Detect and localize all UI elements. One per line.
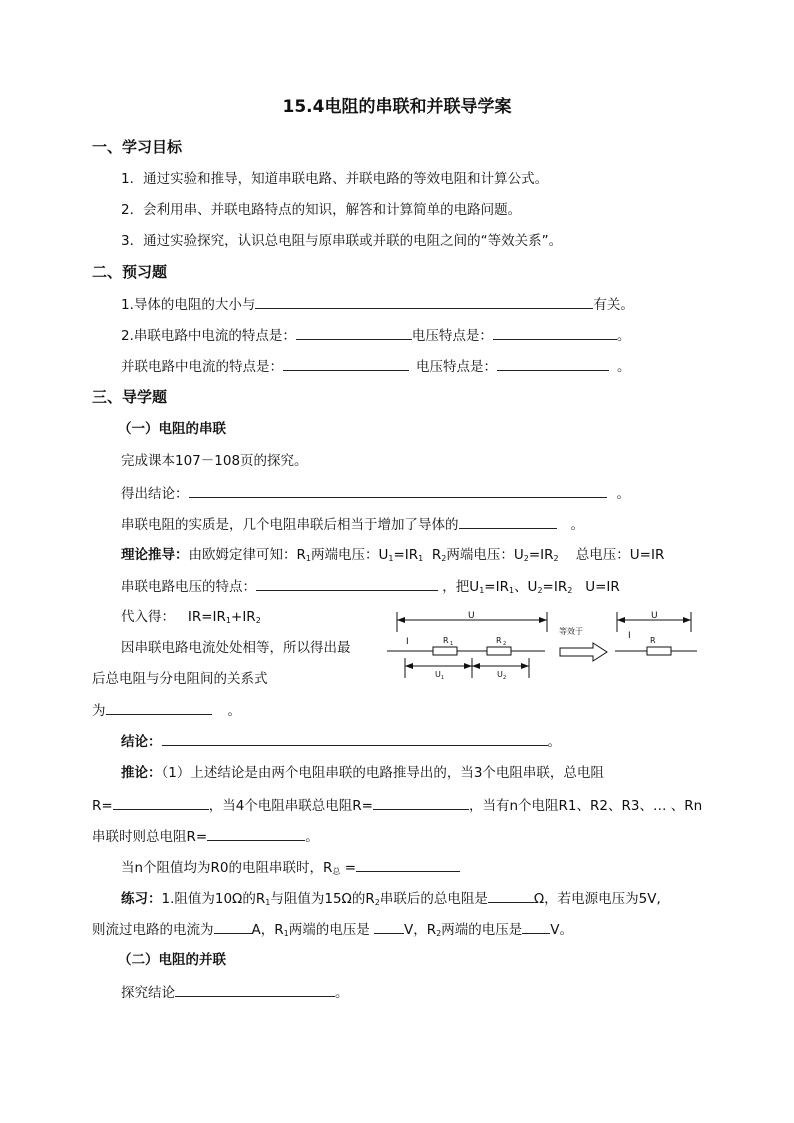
ex-d: Ω，若电源电压为5V, xyxy=(533,891,661,907)
q1-blank[interactable] xyxy=(255,295,593,309)
line-conclusion-1 xyxy=(121,484,630,503)
sub-1: 1 xyxy=(479,586,485,595)
relation-label: 为 xyxy=(92,703,106,719)
line-relation-blank xyxy=(92,701,241,720)
sub-2: 2 xyxy=(553,554,559,563)
derivation-g: 总电压：U=IR xyxy=(575,547,665,563)
sv-d: =IR xyxy=(542,579,568,595)
ex2-d: V，R xyxy=(404,922,437,938)
u1-arrow-left xyxy=(405,663,413,669)
label-u: U xyxy=(468,611,475,621)
goal-1: 1．通过实验和推导，知道串联电路、并联电路的等效电阻和计算公式。 xyxy=(121,171,549,187)
parallel-conclusion-blank[interactable] xyxy=(175,983,335,997)
ex2-b: A，R xyxy=(251,922,284,938)
derivation-label: 理论推导： xyxy=(121,547,189,563)
resistor-r1 xyxy=(433,647,457,655)
sub-1: 1 xyxy=(305,554,311,563)
conclusion2-label: 结论： xyxy=(121,734,162,750)
conclusion-blank-1[interactable] xyxy=(189,484,607,498)
conclusion-end: 。 xyxy=(616,486,630,502)
relation-blank[interactable] xyxy=(106,701,212,715)
q2-blank-voltage[interactable] xyxy=(493,326,617,340)
q2-blank-current[interactable] xyxy=(296,326,412,340)
subsection-series: （一）电阻的串联 xyxy=(118,421,226,437)
label-u1-sub: 1 xyxy=(441,675,445,681)
n-series-blank[interactable] xyxy=(207,827,305,841)
label-u2-sub: 2 xyxy=(503,675,507,681)
inf-c: ，当有n个电阻R1、R2、R3、… 、Rn xyxy=(468,798,703,814)
section-heading-preview: 二、预习题 xyxy=(92,263,168,281)
essence-text: 串联电阻的实质是，几个电阻串联后相当于增加了导体的 xyxy=(121,517,459,533)
q3-text-b: 电压特点是： xyxy=(416,359,497,375)
label-ueq: U xyxy=(651,611,658,621)
essence-end: 。 xyxy=(570,517,584,533)
inf-b: ，当4个电阻串联总电阻R= xyxy=(208,798,373,814)
relation-end: 。 xyxy=(227,703,241,719)
line-essence xyxy=(121,515,584,534)
ex2-c: 两端的电压是 xyxy=(288,922,370,938)
inference-label: 推论： xyxy=(121,765,162,781)
line-exercise-2 xyxy=(92,920,573,939)
label-r1-sub: 1 xyxy=(450,641,454,647)
label-equivalent: 等效于 xyxy=(559,627,583,636)
sub-1: 1 xyxy=(225,616,232,625)
line-inference-blanks xyxy=(92,796,702,815)
line-equal-resistors xyxy=(121,858,460,877)
line-exercise-1 xyxy=(121,889,661,908)
conclusion2-end: 。 xyxy=(547,734,561,750)
n-series-end: 。 xyxy=(305,829,319,845)
line-current-equal: 因串联电路电流处处相等，所以得出最 xyxy=(121,640,351,656)
preview-q2 xyxy=(121,326,630,345)
preview-q3 xyxy=(121,357,631,376)
preview-q1 xyxy=(121,295,634,314)
line-relation: 后总电阻与分电阻间的关系式 xyxy=(92,671,268,687)
sv-c: 、U xyxy=(514,579,538,595)
goal-2: 2．会利用串、并联电路特点的知识，解答和计算简单的电路问题。 xyxy=(121,202,522,218)
sub-2: 2 xyxy=(523,554,529,563)
ex-b: 与阻值为15Ω的R xyxy=(270,891,375,907)
substitute-a: IR=IR xyxy=(187,609,226,625)
inference-text: （1）上述结论是由两个电阻串联的电路推导出的，当3个电阻串联，总电阻 xyxy=(161,765,604,781)
voltage-r2-blank[interactable] xyxy=(522,920,550,934)
parallel-conclusion-end: 。 xyxy=(335,985,349,1001)
label-r1: R xyxy=(443,636,449,645)
derivation-f: =IR xyxy=(528,547,554,563)
voltage-r1-blank[interactable] xyxy=(374,920,404,934)
sub-2: 2 xyxy=(436,929,442,938)
u-arrow-left xyxy=(397,617,405,623)
equal-resistors-blank[interactable] xyxy=(356,858,460,872)
conclusion-label: 得出结论： xyxy=(121,486,189,502)
derivation-e: 两端电压：U xyxy=(446,547,524,563)
equivalent-arrow-icon xyxy=(560,643,607,661)
line-n-series xyxy=(92,827,319,846)
three-resistor-blank[interactable] xyxy=(113,796,209,810)
u-arrow-right xyxy=(539,617,547,623)
ueq-arrow-left xyxy=(617,617,625,623)
line-inference xyxy=(121,764,604,782)
line-derivation xyxy=(121,546,664,564)
sub-1: 1 xyxy=(265,898,271,907)
u2-arrow-left xyxy=(472,663,480,669)
total-resistance-blank[interactable] xyxy=(488,889,534,903)
q3-text-a: 并联电路中电流的特点是： xyxy=(121,359,283,375)
label-u1: U xyxy=(435,670,441,679)
label-i: I xyxy=(406,637,409,647)
q3-end: 。 xyxy=(617,359,631,375)
sv-e: U=IR xyxy=(585,579,620,595)
q2-text-b: 电压特点是： xyxy=(411,328,493,344)
resistor-r xyxy=(647,647,671,655)
derivation-d: R xyxy=(431,547,442,563)
series-voltage-blank[interactable] xyxy=(256,577,438,591)
label-r: R xyxy=(650,636,656,645)
page-title: 15.4电阻的串联和并联导学案 xyxy=(282,97,512,117)
sub-1: 1 xyxy=(418,554,424,563)
substitute-label: 代入得： xyxy=(121,609,175,625)
resistor-r2 xyxy=(487,647,511,655)
conclusion-blank-2[interactable] xyxy=(162,732,548,746)
n-series-text: 串联时则总电阻R= xyxy=(92,829,208,845)
q1-end: 有关。 xyxy=(593,297,634,313)
equal-resistors-text: 当n个阻值均为R0的电阻串联时，R xyxy=(121,860,333,876)
ex-c: 串联后的总电阻是 xyxy=(379,891,488,907)
goal-3: 3．通过实验探究，认识总电阻与原串联或并联的电阻之间的“等效关系”。 xyxy=(121,233,563,249)
inf-a: R= xyxy=(92,798,113,814)
line-parallel-conclusion xyxy=(121,983,349,1002)
u1-arrow-right xyxy=(464,663,472,669)
series-circuit-diagram xyxy=(385,608,705,688)
line-conclusion-2 xyxy=(121,732,561,751)
ex2-f: V。 xyxy=(550,922,573,938)
q1-text: 1.导体的电阻的大小与 xyxy=(121,297,256,313)
line-textbook: 完成课本107－108页的探究。 xyxy=(121,453,308,469)
ex-a: 1.阻值为10Ω的R xyxy=(161,891,266,907)
derivation-b: 两端电压：U xyxy=(310,547,389,563)
exercise-label: 练习： xyxy=(121,891,162,907)
sub-total: 总 xyxy=(332,867,341,876)
label-u2: U xyxy=(497,670,503,679)
q3-blank-voltage[interactable] xyxy=(497,357,609,371)
sub-2: 2 xyxy=(567,586,573,595)
q3-blank-current[interactable] xyxy=(283,357,409,371)
sub-2: 2 xyxy=(255,616,261,625)
equal-sign: = xyxy=(344,860,357,876)
sub-1: 1 xyxy=(388,554,394,563)
sub-1: 1 xyxy=(508,586,515,595)
series-voltage-text: 串联电路电压的特点： xyxy=(121,579,256,595)
label-r2: R xyxy=(496,636,502,645)
line-series-voltage xyxy=(121,577,620,596)
ex2-e: 两端的电压是 xyxy=(441,922,523,938)
sub-2: 2 xyxy=(537,586,543,595)
sub-2: 2 xyxy=(374,898,380,907)
sub-1: 1 xyxy=(283,929,289,938)
q2-end: 。 xyxy=(616,328,631,344)
ueq-arrow-right xyxy=(683,617,691,623)
sub-2: 2 xyxy=(441,554,447,563)
sv-a: ，把U xyxy=(442,579,480,595)
four-resistor-blank[interactable] xyxy=(373,796,469,810)
ex2-a: 则流过电路的电流为 xyxy=(92,922,214,938)
label-ieq: I xyxy=(628,631,631,641)
line-substitute xyxy=(121,608,261,626)
label-r2-sub: 2 xyxy=(503,641,507,647)
section-heading-guide: 三、导学题 xyxy=(92,388,168,406)
q2-text-a: 2.串联电路中电流的特点是： xyxy=(121,328,296,344)
substitute-b: +IR xyxy=(231,609,256,625)
parallel-conclusion-label: 探究结论 xyxy=(121,985,175,1001)
sv-b: =IR xyxy=(484,579,509,595)
essence-blank[interactable] xyxy=(459,515,557,529)
u2-arrow-right xyxy=(521,663,529,669)
current-blank[interactable] xyxy=(214,920,252,934)
subsection-parallel: （二）电阻的并联 xyxy=(118,952,226,968)
section-heading-goals: 一、学习目标 xyxy=(92,138,183,156)
derivation-c: =IR xyxy=(393,547,419,563)
derivation-a: 由欧姆定律可知：R xyxy=(188,547,306,563)
